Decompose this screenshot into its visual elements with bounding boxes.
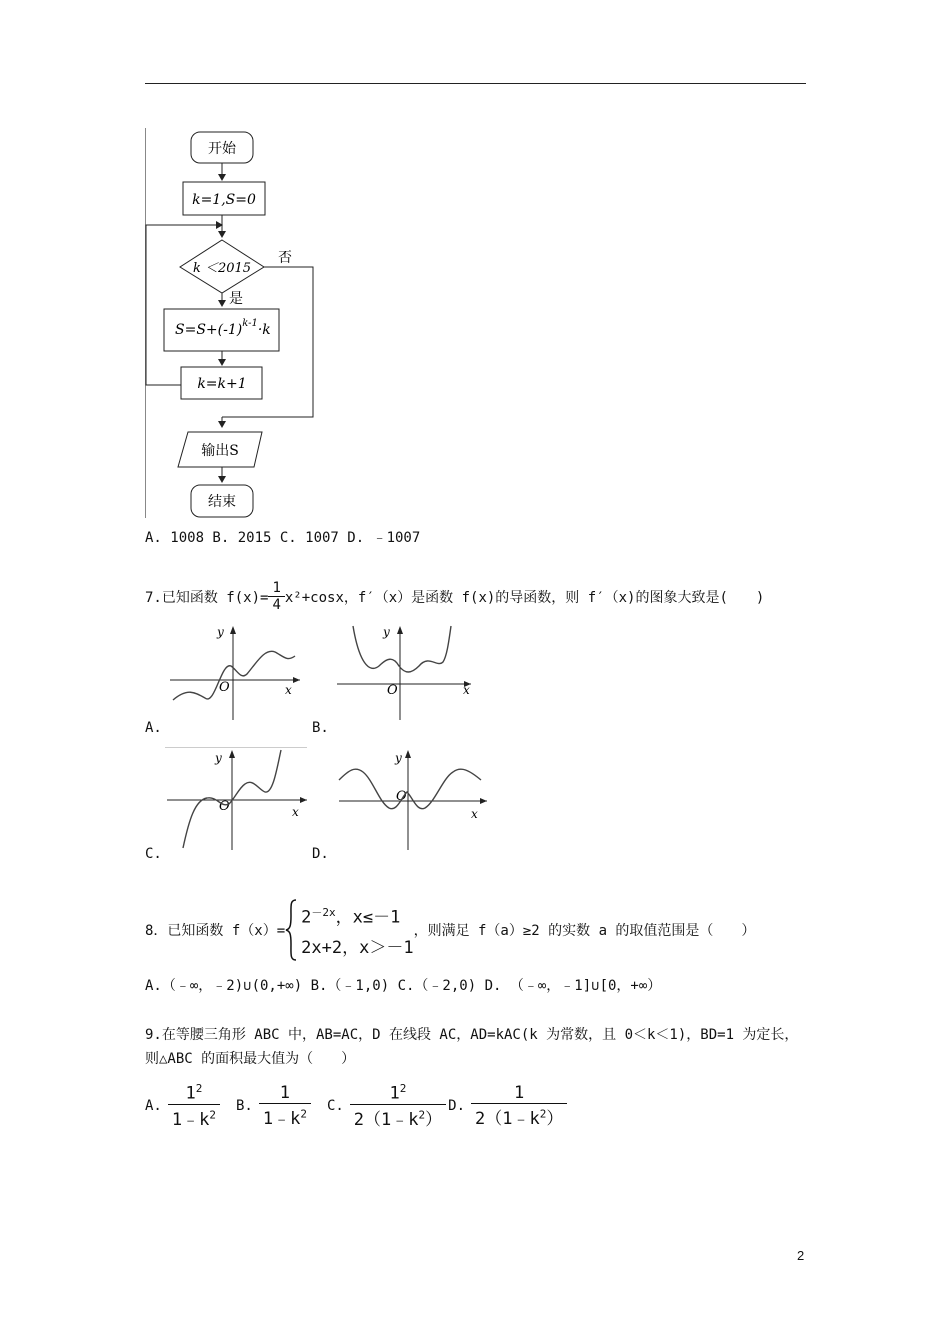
page-number: 2	[797, 1248, 805, 1263]
q8-stem	[145, 898, 755, 963]
q8-options: A.（﹣∞，﹣2)∪(0,+∞) B.（﹣1,0) C.（﹣2,0) D. （﹣∞，﹣1]∪[0，+∞）	[145, 978, 662, 994]
q9-option-c-frac: $\frac{1^2}{2(1﹣k^2)}$	[350, 1082, 446, 1130]
q7-stem-pre: 7.已知函数 f(x)=	[145, 589, 269, 606]
svg-text:y: y	[215, 751, 222, 765]
q8-case1: $2^{-2x}$，x≤－1	[301, 906, 401, 928]
svg-text:y: y	[395, 751, 402, 765]
flowchart-yes-label: 是	[229, 291, 243, 307]
q8-case2: 2x+2，x＞－1	[301, 937, 414, 958]
q6-options: A. 1008 B. 2015 C. 1007 D. ﹣1007	[145, 530, 421, 546]
q9-option-d-label: D.	[448, 1097, 465, 1114]
flowchart-no-label: 否	[278, 250, 292, 266]
flowchart-condition-text: k ＜2015	[192, 261, 252, 276]
svg-text:x: x	[471, 807, 478, 821]
svg-text:O: O	[387, 683, 398, 698]
q7-graph-c	[165, 748, 310, 851]
q9-option-d-frac: $\frac{1}{2(1﹣k^2)}$	[471, 1083, 567, 1129]
q9-line2: 则△ABC 的面积最大值为（ ）	[145, 1051, 356, 1067]
q9-option-c-label: C.	[326, 1097, 344, 1114]
curve	[173, 651, 295, 700]
svg-text:O: O	[219, 680, 230, 695]
q7-graph-b	[335, 622, 475, 722]
svg-text:x: x	[292, 805, 299, 819]
flowchart-init-text: k=1,S=0	[192, 192, 256, 208]
q7-graph-d	[335, 748, 490, 851]
q7-label-a: A.	[145, 720, 162, 736]
q7-label-c: C.	[145, 846, 162, 862]
svg-text:O: O	[219, 799, 230, 814]
flowchart-output-text: 输出S	[201, 443, 239, 459]
q7-fraction-num: 1	[272, 580, 281, 596]
flowchart	[140, 125, 340, 520]
q8-stem-post: ，则满足 f（a）≥2 的实数 a 的取值范围是（ ）	[413, 923, 756, 940]
header-rule	[145, 83, 806, 84]
q7-label-b: B.	[312, 720, 329, 736]
svg-text:y: y	[383, 625, 390, 639]
q7-stem-post: x²+cosx，f′（x）是函数 f(x)的导函数，则 f′（x)的图象大致是( )	[284, 589, 765, 606]
q9-option-a-label: A.	[145, 1097, 162, 1114]
q9-line1: 9.在等腰三角形 ABC 中，AB=AC，D 在线段 AC，AD=kAC(k 为常数，且 0＜k＜1)，BD=1 为定长，	[145, 1027, 799, 1043]
flowchart-start-text: 开始	[208, 141, 236, 157]
q7-stem	[145, 580, 764, 613]
q9-option-b-frac: $\frac{1}{1﹣k^2}$	[259, 1083, 311, 1129]
q7-fraction-den: 4	[268, 596, 284, 613]
q7-label-d: D.	[312, 846, 329, 862]
q8-cases	[301, 898, 413, 963]
svg-text:x: x	[463, 683, 470, 697]
flowchart-increment-text: k=k+1	[197, 376, 247, 392]
q8-brace	[285, 898, 297, 962]
q8-stem-pre: 8．已知函数 f（x）=	[145, 923, 286, 940]
curve	[339, 769, 481, 809]
q9-option-b-label: B.	[235, 1097, 253, 1114]
q9-option-a-frac: $\frac{1^2}{1﹣k^2}$	[168, 1082, 220, 1130]
svg-text:y: y	[217, 625, 224, 639]
flowchart-end-text: 结束	[208, 494, 236, 510]
q9-options	[145, 1082, 567, 1130]
svg-text:x: x	[285, 683, 292, 697]
q7-fraction	[268, 580, 284, 613]
flowchart-body-text: $S=S+(-1)^{k-1}\cdot k$	[175, 318, 271, 338]
q7-graph-a	[165, 622, 305, 722]
svg-text:O: O	[396, 789, 407, 804]
